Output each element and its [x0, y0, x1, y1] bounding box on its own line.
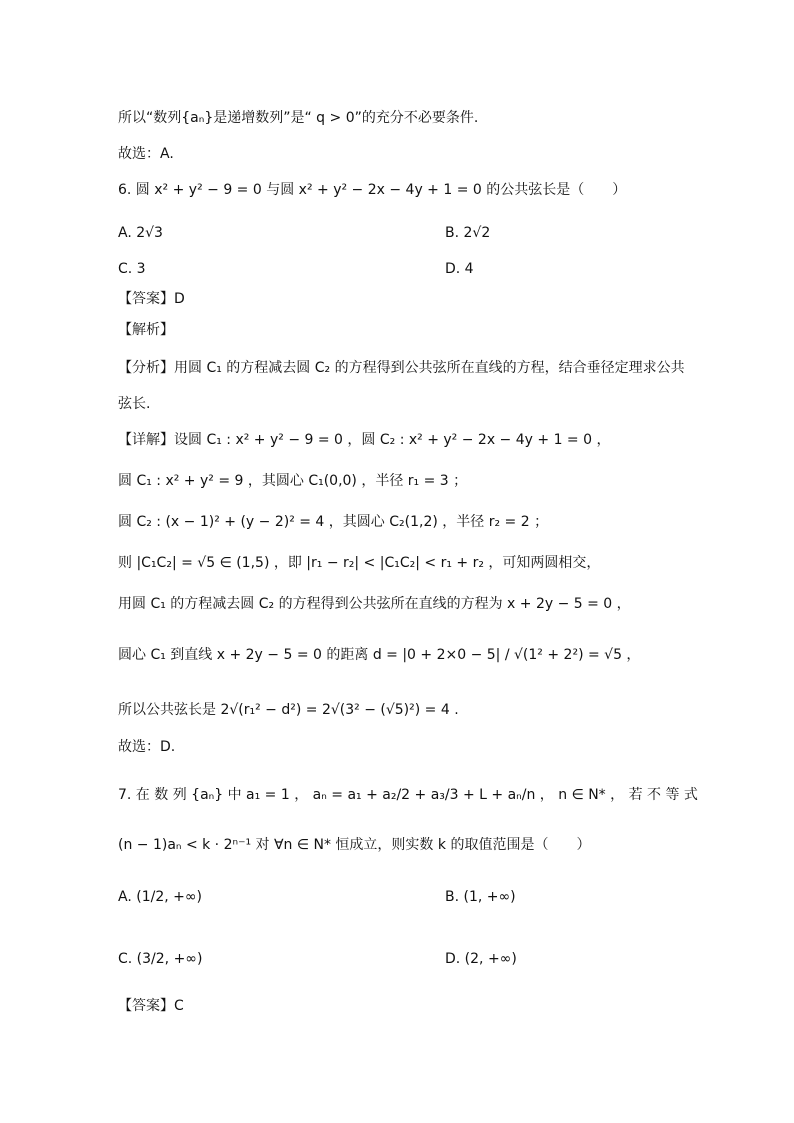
analysis-text: 弦长.	[118, 396, 151, 412]
question-7: (n − 1)aₙ < k · 2ⁿ⁻¹ 对 ∀n ∈ N* 恒成立，则实数 k 的取值范围是（ ）	[118, 837, 591, 853]
option-c: C. (3/2, +∞)	[118, 951, 203, 967]
detail-line: 所以公共弦长是 2√(r₁² − d²) = 2√(3² − (√5)²) = 4 .	[118, 702, 459, 718]
detail-line: 用圆 C₁ 的方程减去圆 C₂ 的方程得到公共弦所在直线的方程为 x + 2y − 5 = 0 ，	[118, 596, 631, 612]
text-line: 所以“数列{aₙ}是递增数列”是“ q > 0”的充分不必要条件.	[118, 110, 479, 126]
question-7: 7. 在 数 列 {aₙ} 中 a₁ = 1 ， aₙ = a₁ + a₂/2 + a₃/3 + L + aₙ/n ， n ∈ N* ， 若 不 等 式	[118, 787, 698, 803]
detail-line: 圆心 C₁ 到直线 x + 2y − 5 = 0 的距离 d = |0 + 2×0 − 5| / √(1² + 2²) = √5 ，	[118, 647, 641, 663]
analysis-label: 【解析】	[118, 322, 174, 338]
detail-line: 【详解】设圆 C₁ : x² + y² − 9 = 0 ，圆 C₂ : x² + y² − 2x − 4y + 1 = 0 ，	[118, 432, 611, 448]
option-b: B. (1, +∞)	[445, 889, 516, 905]
detail-line: 故选：D.	[118, 739, 176, 755]
analysis-text: 【分析】用圆 C₁ 的方程减去圆 C₂ 的方程得到公共弦所在直线的方程，结合垂径定理求公共	[118, 360, 685, 376]
detail-line: 则 |C₁C₂| = √5 ∈ (1,5) ，即 |r₁ − r₂| < |C₁C₂| < r₁ + r₂ ，可知两圆相交，	[118, 555, 601, 571]
option-c: C. 3	[118, 261, 146, 277]
answer-label: 【答案】D	[118, 291, 185, 307]
option-d: D. (2, +∞)	[445, 951, 517, 967]
option-a: A. (1/2, +∞)	[118, 889, 202, 905]
option-d: D. 4	[445, 261, 474, 277]
option-a: A. 2√3	[118, 225, 163, 241]
text-line: 故选：A.	[118, 146, 174, 162]
detail-line: 圆 C₁ : x² + y² = 9 ，其圆心 C₁(0,0) ，半径 r₁ = 3 ；	[118, 473, 468, 489]
option-b: B. 2√2	[445, 225, 491, 241]
question-6: 6. 圆 x² + y² − 9 = 0 与圆 x² + y² − 2x − 4y + 1 = 0 的公共弦长是（ ）	[118, 182, 627, 198]
answer-label: 【答案】C	[118, 998, 184, 1014]
detail-line: 圆 C₂ : (x − 1)² + (y − 2)² = 4 ，其圆心 C₂(1,2) ，半径 r₂ = 2 ；	[118, 514, 549, 530]
